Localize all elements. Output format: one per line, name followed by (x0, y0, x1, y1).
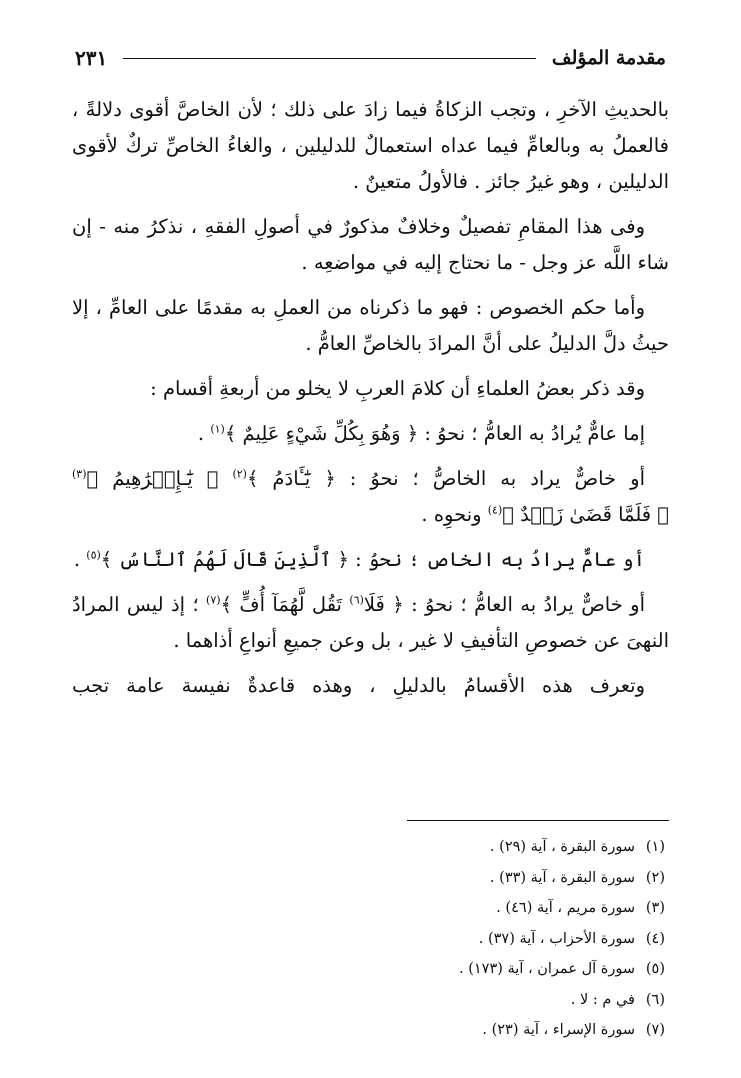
example-line (72, 416, 669, 452)
page-number: ٢٣١ (75, 46, 108, 70)
quran-quote: ﴿ فَلَمَّا قَضَىٰ زَيۡدٌ ﴾ (502, 503, 669, 526)
example-text: . (197, 422, 205, 445)
footnote-text: سورة الأحزاب ، آية (٣٧) . (478, 930, 635, 947)
footnote-item (245, 863, 665, 894)
footnote-text: سورة البقرة ، آية (٣٣) . (489, 869, 635, 886)
footnote-text: سورة الإسراء ، آية (٢٣) . (482, 1022, 635, 1038)
quran-quote: ﴿ وَهُوَ بِكُلِّ شَيْءٍ عَلِيمٌ ﴾ (224, 422, 419, 445)
footnote-text: سورة البقرة ، آية (٢٩) . (489, 839, 635, 855)
footnote-ref[interactable]: (٢) (232, 467, 247, 481)
footnote-ref[interactable]: (٤) (487, 503, 503, 517)
example-line (72, 587, 669, 659)
example-text: أو خاصٌّ يرادُ به العامُّ ؛ نحوُ : (411, 593, 646, 616)
quran-quote: ﴿ يَٰٓـإِبۡرَٰهِيمُ ﴾ (86, 467, 219, 490)
footnote-number: (٣) (645, 900, 665, 916)
footnote-ref[interactable]: (١) (210, 422, 225, 436)
footnote-rule (407, 820, 669, 821)
paragraph: وفى هذا المقامِ تفصيلٌ وخلافٌ مذكورٌ في أصولِ الفقهِ ، نذكرُ منه - إن شاء اللَّه عز وجل - ما نحتاج إليه في مواضعِه . (72, 215, 669, 274)
paragraph: بالحديثِ الآخرِ ، وتجب الزكاةُ فيما زادَ على ذلك ؛ لأن الخاصَّ أقوى دلالةً ، فالعملُ به وبالعامِّ فيما عداه استعمالٌ للدليلين ، والغاءُ الخاصِّ تركٌ لأقوى الدليلين ، وهو غيرُ جائز . فالأولُ متعينٌ . (72, 98, 669, 193)
footnote-item (245, 985, 665, 1016)
footnote-item (245, 1015, 665, 1046)
example-line (72, 542, 669, 578)
footnote-item (245, 954, 665, 985)
page-header (75, 38, 666, 78)
quran-quote: ﴿ ٱلَّذِينَ قَالَ لَهُمُ ٱلنَّاسُ ﴾ (100, 548, 349, 571)
footnote-number: (٤) (645, 930, 665, 947)
example-text: أو خاصٌّ يراد به الخاصُّ ؛ نحوُ : (349, 467, 645, 490)
paragraph: وأما حكم الخصوص : فهو ما ذكرناه من العملِ به مقدمًا على العامِّ ، إلا حيثُ دلَّ الدليلُ على أنَّ المرادَ بالخاصِّ العامُّ . (72, 296, 669, 355)
footnote-ref[interactable]: (٥) (86, 548, 101, 562)
example-line (72, 461, 669, 533)
body-text (72, 92, 669, 713)
header-rule (123, 58, 536, 59)
footnote-item (245, 924, 665, 955)
footnote-ref[interactable]: (٦) (349, 593, 364, 607)
example-text: إما عامٌّ يُرادُ به العامُّ ؛ نحوُ : (424, 422, 645, 445)
paragraph: وتعرف هذه الأقسامُ بالدليلِ ، وهذه قاعدةٌ نفيسة عامة تجب (72, 674, 645, 697)
running-title: مقدمة المؤلف (551, 47, 666, 69)
quran-quote: تَقُل لَّهُمَآ أُفٍّ ﴾ (220, 593, 342, 616)
footnote-number: (٢) (645, 869, 665, 886)
example-text: ؛ إذ ليس المرادُ النهىَ عن خصوصِ التأفيفِ لا غير ، بل وعن جميعِ أنواعِ أذاهما . (72, 593, 669, 652)
example-text: أو عامٌّ يرادُ به الخاص ؛ نحوُ : (355, 548, 645, 571)
paragraph: وقد ذكر بعضُ العلماءِ أن كلامَ العربِ لا يخلو من أربعةِ أقسام : (150, 377, 645, 400)
footnotes (245, 832, 665, 1046)
footnote-number: (٥) (645, 961, 665, 977)
footnote-number: (٧) (645, 1022, 665, 1038)
footnote-number: (١) (645, 839, 665, 855)
quran-quote: ﴿ فَلَا (363, 593, 404, 616)
footnote-text: في م : لا . (570, 991, 635, 1008)
footnote-ref[interactable]: (٧) (206, 593, 221, 607)
footnote-item (245, 893, 665, 924)
footnote-item (245, 832, 665, 863)
footnote-ref[interactable]: (٣) (72, 467, 87, 481)
footnote-text: سورة مريم ، آية (٤٦) . (496, 900, 635, 916)
quran-quote: ﴿ يَٰٓـَٔادَمُ ﴾ (246, 467, 336, 490)
example-text: ونحوِه . (421, 503, 482, 526)
example-text: . (73, 548, 81, 571)
footnote-number: (٦) (645, 991, 665, 1008)
footnote-text: سورة آل عمران ، آية (١٧٣) . (458, 961, 635, 977)
